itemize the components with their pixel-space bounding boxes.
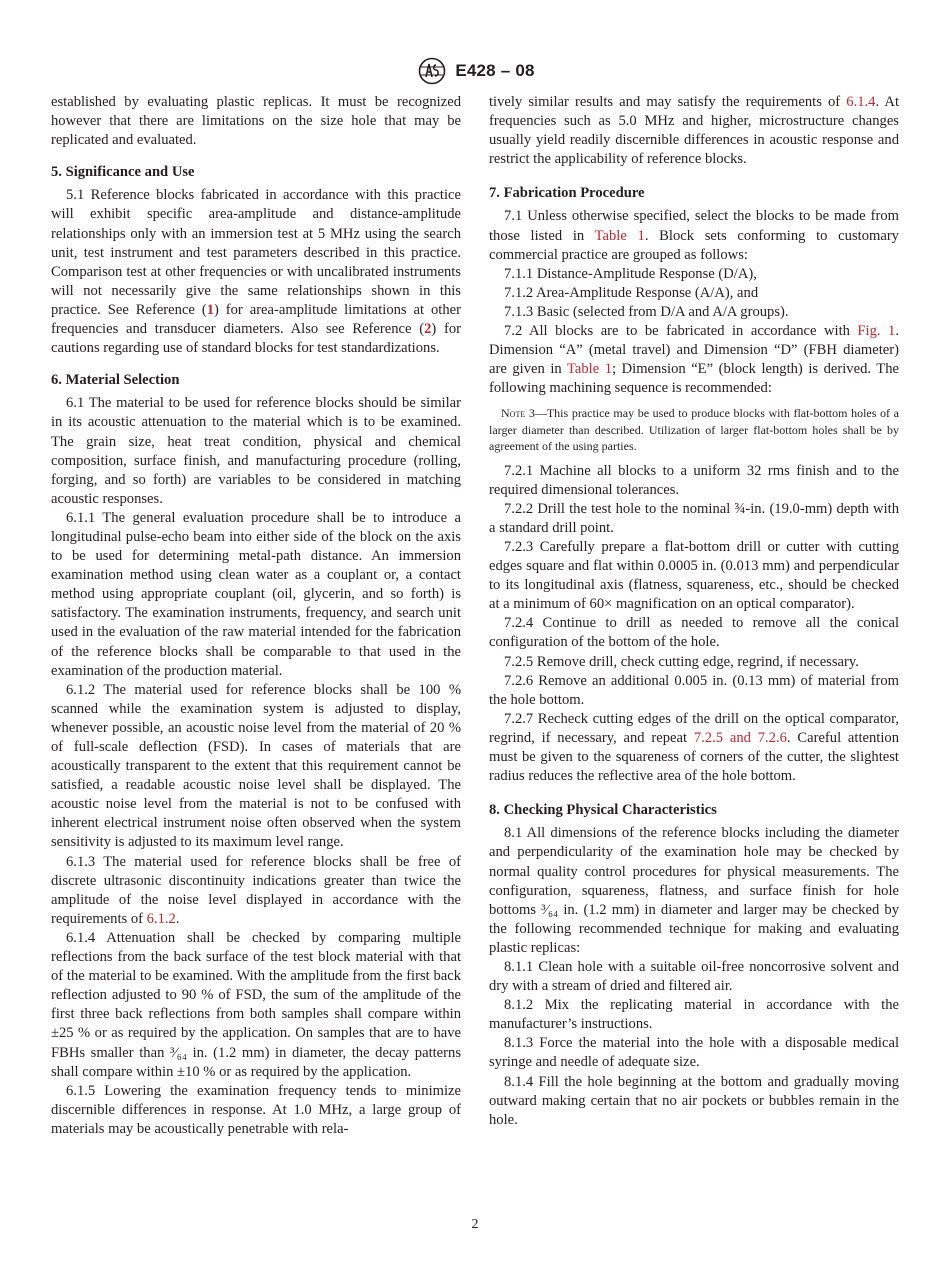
continued-text-b: . At frequencies such as 5.0 MHz and higher, microstructure changes usually yield readily discernible differences in acoustic response and restrict the applicability of reference blocks. bbox=[489, 94, 899, 168]
fig-1-link[interactable]: Fig. 1 bbox=[857, 323, 896, 340]
paragraph-5-1-text-c: ) for cautions regarding use of standard blocks for test standardizations. bbox=[51, 321, 461, 357]
paragraph-8-1-3: 8.1.3 Force the material into the hole with a disposable medical syringe and needle of adequate size. bbox=[489, 1035, 899, 1071]
reference-2-link[interactable]: 2 bbox=[424, 321, 432, 338]
paragraph-8-1-4: 8.1.4 Fill the hole beginning at the bottom and gradually moving outward making certain that no air pockets or bubbles remain in the hole. bbox=[489, 1073, 899, 1128]
paragraph-7-2-5: 7.2.5 Remove drill, check cutting edge, regrind, if necessary. bbox=[504, 653, 859, 670]
paragraph-7-2-text: 7.2 All blocks are to be fabricated in accordance with bbox=[504, 323, 858, 340]
paragraph-7-2-6: 7.2.6 Remove an additional 0.005 in. (0.13 mm) of material from the hole bottom. bbox=[489, 672, 899, 708]
link-6-1-4[interactable]: 6.1.4 bbox=[846, 94, 876, 110]
paragraph-5-1-text-b: ) for area-amplitude limitations at other frequencies and transducer diameters. Also see Reference ( bbox=[51, 301, 461, 338]
paragraph-6-1-4: 6.1.4 Attenuation shall be checked by comparing multiple reflections from the back surface of the test block material with that of the material to be examined. With the amplitude from the first back reflection adjusted to 90 % of FSD, the sum of the amplitude of the first three back reflections from both samples shall compare within ±25 % or as required by the application. On samples that are to have FBHs smaller than ³⁄₆₄ in. (1.2 mm) in diameter, the decay patterns shall compare within ±10 % or as required by the application. bbox=[51, 929, 461, 1080]
link-7-2-5-and-7-2-6[interactable]: 7.2.5 and 7.2.6 bbox=[693, 729, 787, 746]
paragraph-6-1-1: 6.1.1 The general evaluation procedure shall be to introduce a longitudinal pulse-echo beam into either side of the block on the axis to be used for determining metal-path distance. An immersion examination method using clean water as a couplant or, a contact method using appropriate couplant (oil, glycerin, and so forth) is satisfactory. The examination instruments, frequency, and search unit used in the evaluation of the raw material intended for the fabrication of the reference blocks shall be comparable to that used in the examination of the production material. bbox=[51, 509, 461, 679]
document-designation: E428 – 08 bbox=[455, 61, 535, 80]
paragraph-5-1-text: 5.1 Reference blocks fabricated in accordance with this practice will exhibit specific area-amplitude and distance-amplitude relationships only with an immersion test at 5 MHz using the search unit, test instrument and test parameters described in this practice. Comparison test at other frequencies or with uncalibrated instruments will not necessarily give the same relationships shown in this practice. See Reference ( bbox=[51, 187, 461, 318]
paragraph-7-1-text: 7.1 Unless otherwise specified, select the blocks to be made from those listed in bbox=[489, 208, 899, 244]
section-8-heading: 8. Checking Physical Characteristics bbox=[489, 802, 717, 819]
paragraph-6-1-3 bbox=[51, 853, 461, 929]
right-column bbox=[489, 93, 899, 1130]
page-header bbox=[0, 56, 950, 86]
paragraph-6-1-3-text: 6.1.3 The material used for reference blocks shall be free of discrete ultrasonic discontinuity indications greater than twice the amplitude of the noise level displayed in accordance with the requirements of bbox=[51, 853, 461, 927]
table-1-link[interactable]: Table 1 bbox=[594, 227, 645, 244]
paragraph-5-1 bbox=[51, 186, 461, 358]
paragraph-7-1 bbox=[489, 207, 899, 264]
paragraph-8-1-2: 8.1.2 Mix the replicating material in accordance with the manufacturer’s instructions. bbox=[489, 997, 899, 1033]
left-column bbox=[51, 93, 461, 1139]
paragraph-7-2-1: 7.2.1 Machine all blocks to a uniform 32 rms finish and to the required dimensional tolerances. bbox=[489, 462, 899, 498]
paragraph-7-2-text-b: . Dimension “A” (metal travel) and Dimension “D” (FBH diameter) are given in bbox=[489, 323, 899, 378]
section-7-heading: 7. Fabrication Procedure bbox=[489, 185, 645, 202]
paragraph-7-2-3: 7.2.3 Carefully prepare a flat-bottom drill or cutter with cutting edges square and flat within 0.0005 in. (0.013 mm) and perpendicular to its longitudinal axis (flatness, squareness, etc., should be checked at a minimum of 60× magnification on an optical comparator). bbox=[489, 539, 899, 613]
note-label: Note bbox=[501, 406, 526, 421]
continued-text: tively similar results and may satisfy the requirements of bbox=[489, 94, 847, 110]
reference-1-link[interactable]: 1 bbox=[206, 301, 214, 318]
paragraph-7-1-2: 7.1.2 Area-Amplitude Response (A/A), and bbox=[504, 284, 759, 301]
page-number: 2 bbox=[471, 1217, 479, 1232]
paragraph-7-1-1: 7.1.1 Distance-Amplitude Response (D/A), bbox=[504, 265, 757, 282]
note-3 bbox=[489, 405, 899, 454]
paragraph-6-1-2: 6.1.2 The material used for reference blocks shall be 100 % scanned while the examination system is adjusted to display, whenever possible, an acoustic noise level from the material of 20 % of full-scale deflection (FSD). In cases of materials that are acoustically transparent to the extent that this requirement cannot be satisfied, a readable acoustic noise level shall be displayed. The acoustic noise level from the material is not to be confused with inherent electrical instrument noise often observed when the system sensitivity is adjusted to its maximum level range. bbox=[51, 681, 461, 851]
paragraph-7-2-text-c: ; Dimension “E” (block length) is derived. The following machining sequence is recommended: bbox=[489, 361, 899, 397]
continued-paragraph: established by evaluating plastic replicas. It must be recognized however that there are limitations on the size hole that may be replicated and evaluated. bbox=[51, 94, 461, 149]
paragraph-7-2-7 bbox=[489, 710, 899, 786]
link-6-1-2[interactable]: 6.1.2 bbox=[146, 910, 176, 927]
paragraph-7-2-7-text: 7.2.7 Recheck cutting edges of the drill on the optical comparator, regrind, if necessary, and repeat bbox=[489, 710, 899, 746]
paragraph-7-2 bbox=[489, 322, 899, 398]
paragraph-7-1-text-b: . Block sets conforming to customary commercial practice are grouped as follows: bbox=[489, 227, 899, 263]
paragraph-6-1-3-end: . bbox=[175, 910, 180, 927]
paragraph-7-2-7-text-b: . Careful attention must be given to the squareness of corners of the cutter, the slightest radius reduces the reflective area of the hole bottom. bbox=[489, 729, 899, 785]
paragraph-7-2-4: 7.2.4 Continue to drill as needed to remove all the conical configuration of the bottom of the hole. bbox=[489, 615, 899, 651]
continued-paragraph-right bbox=[489, 93, 899, 169]
paragraph-8-1: 8.1 All dimensions of the reference blocks including the diameter and perpendicularity of the examination hole may be checked by normal quality control procedures for physical measurements. The configuration, squareness, flatness, and surface finish for hole bottoms ³⁄₆₄ in. (1.2 mm) in diameter and larger may be checked by the following recommended technique for making and evaluating plastic replicas: bbox=[489, 825, 899, 956]
paragraph-7-2-2: 7.2.2 Drill the test hole to the nominal ¾-in. (19.0-mm) depth with a standard drill point. bbox=[489, 500, 899, 536]
section-6-heading: 6. Material Selection bbox=[51, 372, 180, 389]
astm-logo-icon bbox=[415, 57, 449, 85]
section-5-heading: 5. Significance and Use bbox=[51, 164, 195, 181]
paragraph-8-1-1: 8.1.1 Clean hole with a suitable oil-free noncorrosive solvent and dry with a stream of dried and filtered air. bbox=[489, 958, 899, 995]
paragraph-6-1: 6.1 The material to be used for reference blocks should be similar in its acoustic attenuation to the material which is to be examined. The grain size, heat treat condition, physical and chemical composition, surface finish, and manufacturing procedure (rolling, forging, and so forth) are variables to be considered in matching acoustic responses. bbox=[51, 395, 461, 507]
note-text: 3—This practice may be used to produce blocks with flat-bottom holes of a larger diameter than described. Utilization of larger flat-bottom holes shall be by agreement of the using parties. bbox=[489, 406, 899, 454]
paragraph-7-1-3: 7.1.3 Basic (selected from D/A and A/A groups). bbox=[504, 303, 789, 320]
table-1-link-2[interactable]: Table 1 bbox=[566, 361, 613, 378]
paragraph-6-1-5: 6.1.5 Lowering the examination frequency tends to minimize discernible differences in response. At 1.0 MHz, a large group of materials may be acoustically penetrable with rela- bbox=[51, 1082, 461, 1137]
